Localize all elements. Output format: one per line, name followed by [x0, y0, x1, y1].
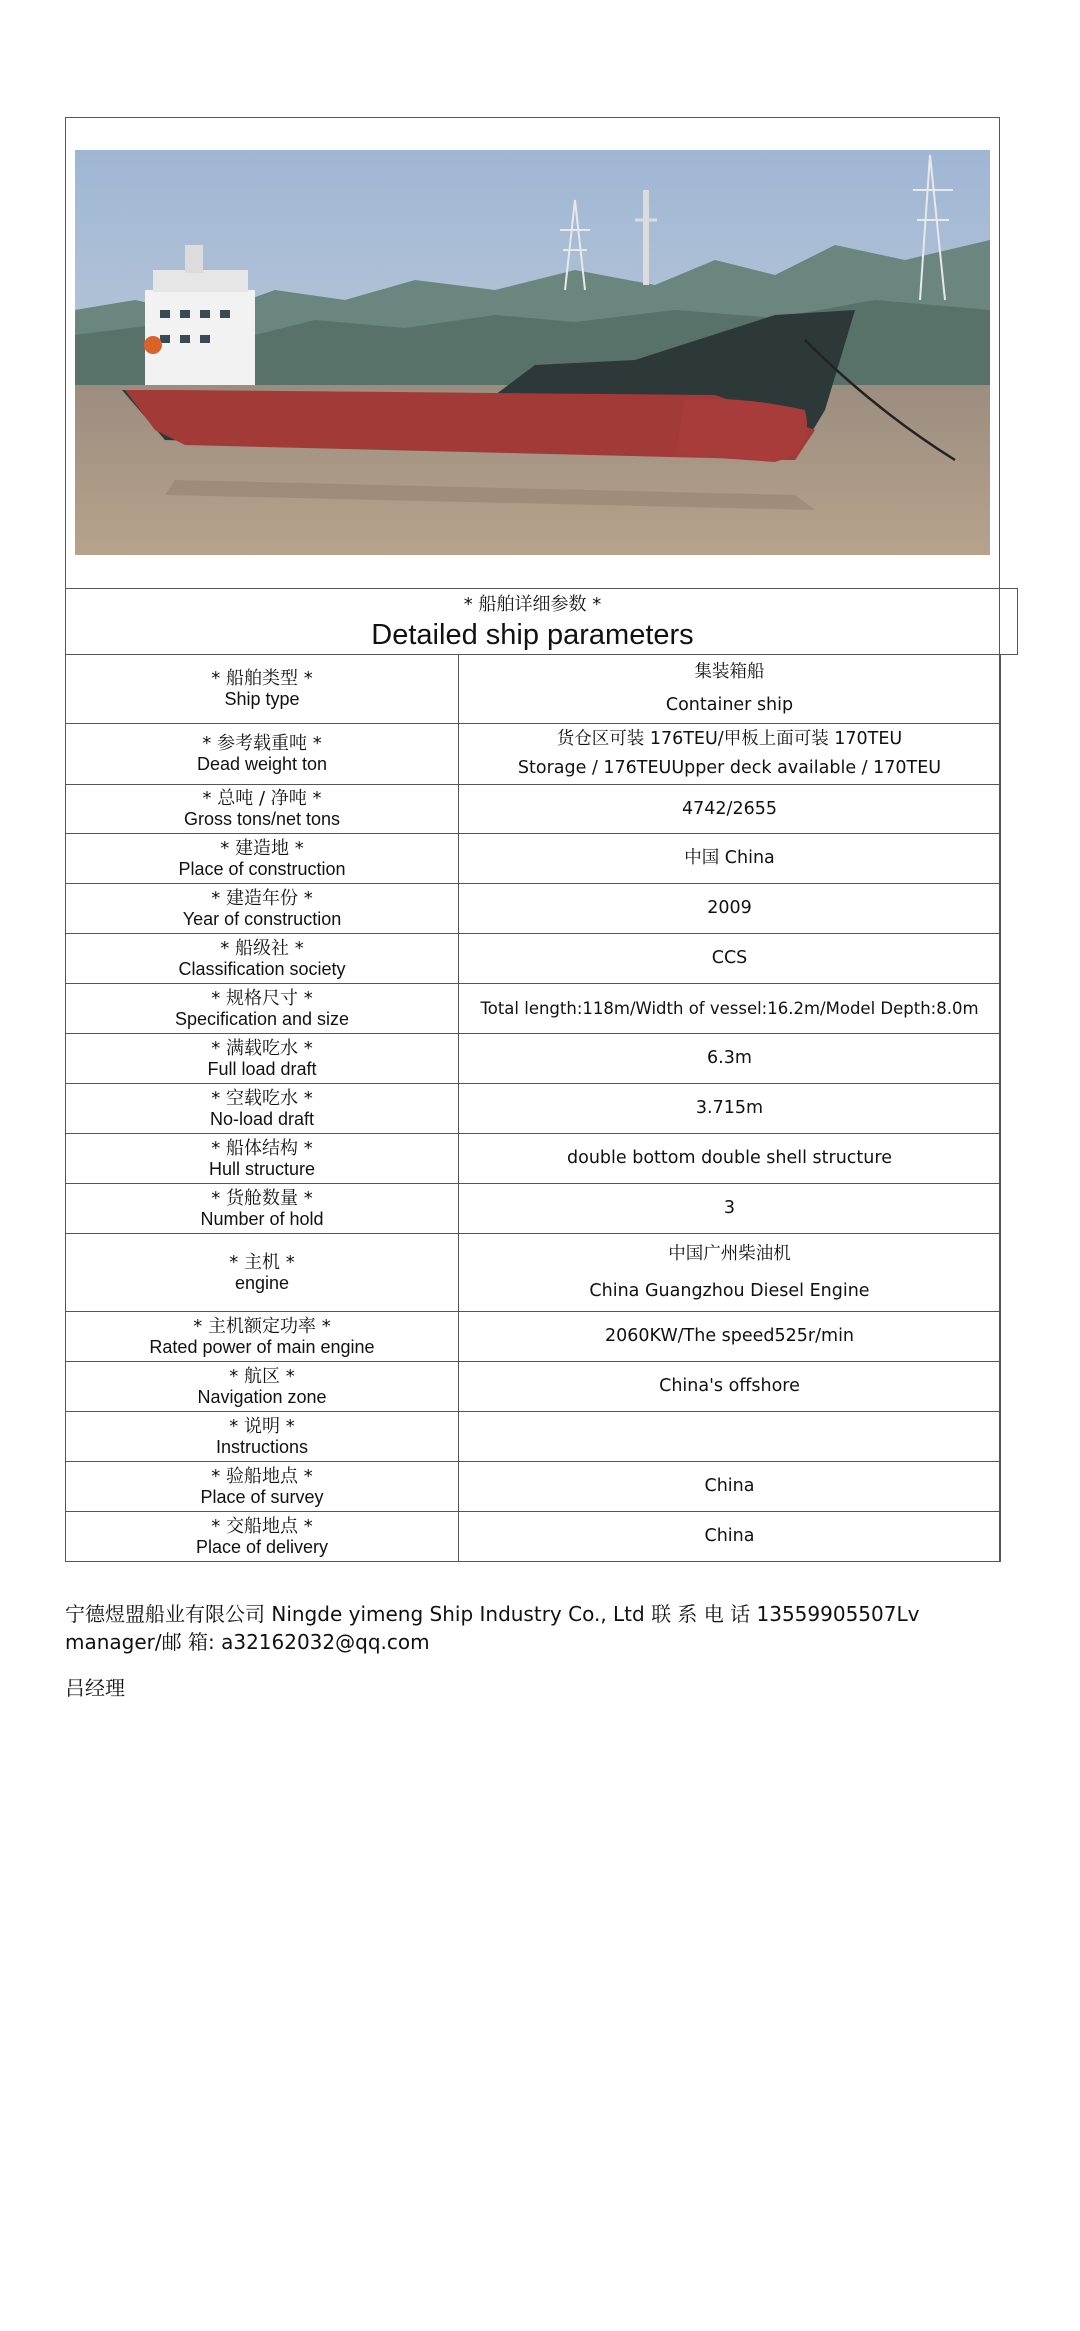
param-value-line: 2060KW/The speed525r/min	[604, 1326, 855, 1346]
param-value-line: China's offshore	[659, 1376, 800, 1396]
param-label-cn: * 主机额定功率 *	[193, 1315, 331, 1337]
param-label-cn: * 货舱数量 *	[211, 1187, 313, 1209]
param-label	[66, 834, 459, 884]
param-label-cn: * 船舶类型 *	[211, 668, 313, 689]
table-row	[66, 884, 1001, 934]
param-label-en: Year of construction	[182, 908, 342, 929]
table-row	[66, 1134, 1001, 1184]
table-row	[66, 1362, 1001, 1412]
param-label-cn: * 验船地点 *	[211, 1465, 313, 1487]
param-label-en: Dead weight ton	[196, 754, 328, 774]
param-value-line: 货仓区可装 176TEU/甲板上面可装 170TEU	[556, 729, 903, 749]
param-value	[459, 834, 1001, 884]
param-value-line: 6.3m	[707, 1048, 752, 1068]
param-label	[66, 1312, 459, 1362]
ship-photo	[75, 150, 990, 555]
param-label-cn: * 总吨 / 净吨 *	[202, 788, 322, 809]
param-label-en: Instructions	[215, 1436, 309, 1457]
table-row	[66, 1462, 1001, 1512]
param-label	[66, 724, 459, 785]
param-label	[66, 1034, 459, 1084]
param-value	[459, 1184, 1001, 1234]
contact-info: 宁德煜盟船业有限公司 Ningde yimeng Ship Industry Co., Ltd 联 系 电 话 13559905507Lv manager/邮 箱: a32162032@qq.com	[65, 1602, 920, 1654]
param-label-en: Navigation zone	[197, 1386, 327, 1407]
param-label-en: Place of survey	[200, 1486, 324, 1507]
param-value-line: China	[704, 1526, 755, 1546]
table-row	[66, 834, 1001, 884]
param-label-en: No-load draft	[209, 1108, 315, 1129]
param-label-en: engine	[234, 1272, 290, 1293]
param-label-en: Specification and size	[174, 1008, 350, 1029]
table-row	[66, 724, 1001, 785]
param-value	[459, 1512, 1001, 1562]
param-value-line: China Guangzhou Diesel Engine	[589, 1280, 870, 1301]
heading-title-en: Detailed ship parameters	[371, 619, 694, 651]
table-row	[66, 1234, 1001, 1312]
param-value-line: 中国 China	[684, 848, 775, 868]
param-label-en: Hull structure	[208, 1158, 316, 1179]
table-row	[66, 1084, 1001, 1134]
param-value	[459, 1312, 1001, 1362]
table-row	[66, 785, 1001, 834]
param-value-line: 3.715m	[695, 1098, 764, 1118]
param-label-cn: * 满载吃水 *	[211, 1037, 313, 1059]
param-value	[459, 1462, 1001, 1512]
param-label-cn: * 空载吃水 *	[211, 1087, 313, 1109]
param-value	[459, 1234, 1001, 1312]
param-value	[459, 1134, 1001, 1184]
param-label-cn: * 航区 *	[229, 1365, 295, 1387]
param-value-line: Container ship	[665, 695, 794, 715]
param-value-line: 中国广州柴油机	[668, 1243, 791, 1264]
param-value-line: 2009	[707, 898, 752, 918]
param-value-line: double bottom double shell structure	[567, 1148, 892, 1168]
param-label-en: Place of construction	[178, 858, 346, 879]
param-label	[66, 1134, 459, 1184]
param-label-cn: * 说明 *	[229, 1415, 295, 1437]
param-label-cn: * 交船地点 *	[211, 1515, 313, 1537]
param-value	[459, 724, 1001, 785]
param-value	[459, 1084, 1001, 1134]
table-row	[66, 1312, 1001, 1362]
table-row	[66, 1512, 1001, 1562]
param-value-line: Storage / 176TEUUpper deck available / 170TEU	[517, 758, 942, 778]
param-value-line: Total length:118m/Width of vessel:16.2m/Model Depth:8.0m	[480, 999, 979, 1018]
param-label-en: Classification society	[178, 958, 346, 979]
table-row	[66, 1184, 1001, 1234]
param-value	[459, 934, 1001, 984]
param-label-cn: * 主机 *	[229, 1251, 295, 1273]
param-label	[66, 934, 459, 984]
param-label-en: Rated power of main engine	[149, 1336, 375, 1357]
param-label-en: Number of hold	[200, 1208, 324, 1229]
param-label	[66, 1184, 459, 1234]
param-value	[459, 1412, 1001, 1462]
param-label	[66, 984, 459, 1034]
param-value-line: 集装箱船	[694, 662, 765, 682]
param-label-cn: * 船体结构 *	[211, 1137, 313, 1159]
param-label	[66, 1412, 459, 1462]
manager-name: 吕经理	[65, 1676, 125, 1700]
param-label	[66, 1234, 459, 1312]
param-value	[459, 1362, 1001, 1412]
param-label	[66, 884, 459, 934]
param-value	[459, 984, 1001, 1034]
table-row	[66, 1412, 1001, 1462]
param-label	[66, 1462, 459, 1512]
param-value	[459, 884, 1001, 934]
param-label-en: Gross tons/net tons	[183, 809, 341, 829]
param-label	[66, 1084, 459, 1134]
table-row	[66, 1034, 1001, 1084]
param-value	[459, 655, 1001, 724]
param-label-cn: * 规格尺寸 *	[211, 987, 313, 1009]
table-row	[66, 934, 1001, 984]
ship-parameters-table	[65, 654, 1001, 1562]
param-label-cn: * 参考载重吨 *	[202, 733, 322, 754]
param-label-cn: * 建造地 *	[220, 837, 304, 859]
table-row	[66, 655, 1001, 724]
param-value-line: CCS	[711, 948, 748, 968]
parameters-heading	[65, 588, 1018, 655]
param-label	[66, 785, 459, 834]
param-label-en: Place of delivery	[195, 1536, 329, 1557]
param-label	[66, 1512, 459, 1562]
param-value	[459, 785, 1001, 834]
param-label	[66, 655, 459, 724]
heading-title-cn: * 船舶详细参数 *	[463, 594, 602, 615]
param-label-en: Ship type	[224, 689, 300, 709]
param-value-line: 4742/2655	[682, 798, 777, 819]
param-value	[459, 1034, 1001, 1084]
param-value-line: 3	[723, 1198, 736, 1218]
param-label-cn: * 建造年份 *	[211, 887, 313, 909]
param-label-cn: * 船级社 *	[220, 937, 304, 959]
param-label-en: Full load draft	[207, 1058, 317, 1079]
param-label	[66, 1362, 459, 1412]
param-value-line: China	[704, 1476, 755, 1496]
table-row	[66, 984, 1001, 1034]
